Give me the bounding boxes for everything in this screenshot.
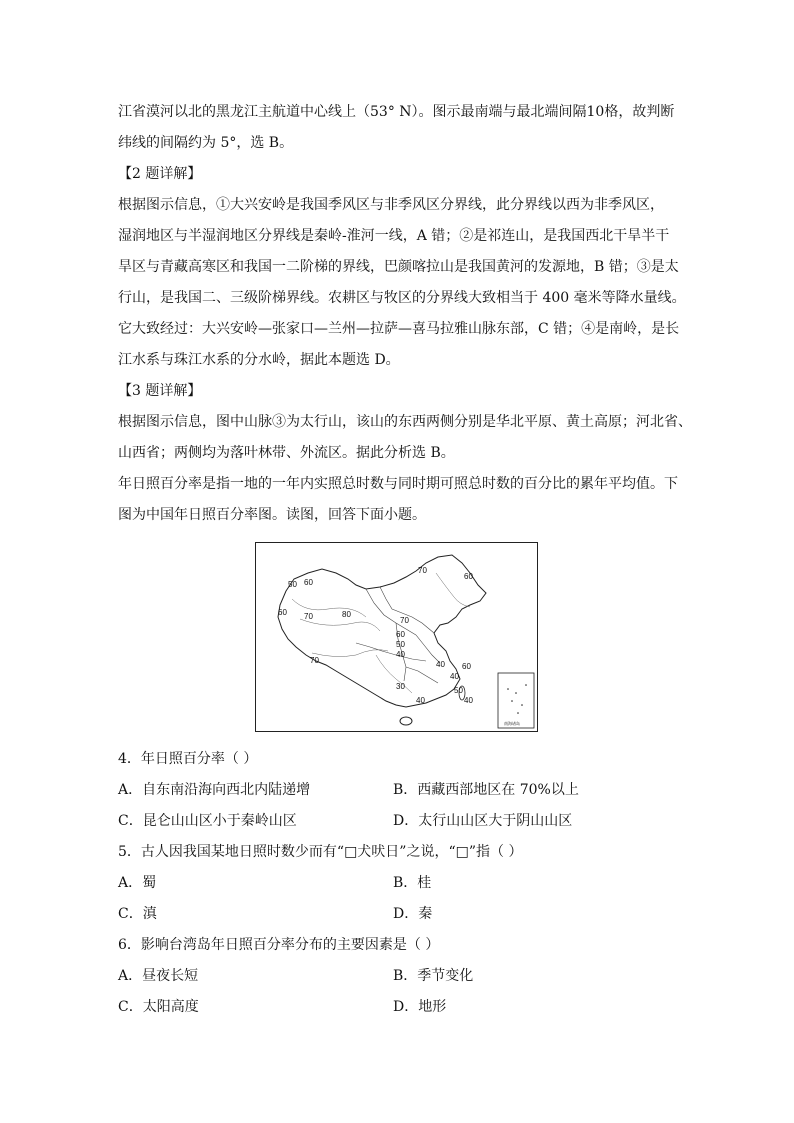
inset-island [517, 712, 519, 714]
contour-label: 40 [450, 672, 459, 681]
text-line: 根据图示信息，①大兴安岭是我国季风区与非季风区分界线，此分界线以西为非季风区， [118, 197, 664, 213]
question-4-option-a[interactable]: A．自东南沿海向西北内陆递增 [118, 782, 311, 798]
text-line: 它大致经过：大兴安岭—张家口—兰州—拉萨—喜马拉雅山脉东部，C 错；④是南岭，是长 [118, 321, 680, 337]
hainan-island [400, 717, 412, 725]
contour-label: 60 [464, 572, 473, 581]
question-6-stem: 6．影响台湾岛年日照百分率分布的主要因素是（ ） [118, 937, 440, 953]
contour-line [376, 655, 412, 693]
question-4-option-b[interactable]: B．西藏西部地区在 70%以上 [393, 782, 579, 798]
inner-boundary [380, 587, 434, 633]
question-6-option-b[interactable]: B．季节变化 [393, 968, 474, 984]
text-line: 图为中国年日照百分率图。读图，回答下面小题。 [118, 507, 426, 523]
contour-label: 30 [396, 682, 405, 691]
text-line: 湿润地区与半湿润地区分界线是秦岭-淮河一线，A 错；②是祁连山，是我国西北干旱半干 [118, 228, 670, 244]
text-line: 江省漠河以北的黑龙江主航道中心线上（53° N）。图示最南端与最北端间隔10格，故判断 [118, 104, 675, 120]
contour-label: 70 [418, 566, 427, 575]
contour-label: 60 [462, 662, 471, 671]
inner-boundary [356, 640, 426, 661]
text-line: 根据图示信息，图中山脉③为太行山，该山的东西两侧分别是华北平原、黄土高原；河北省、 [118, 414, 692, 430]
text-line: 年日照百分率是指一地的一年内实照总时数与同时期可照总时数的百分比的累年平均值。下 [118, 476, 678, 492]
contour-label: 50 [288, 580, 297, 589]
contour-label: 70 [304, 612, 313, 621]
question-5-option-d[interactable]: D．秦 [393, 906, 433, 922]
text-line: 行山，是我国二、三级阶梯界线。农耕区与牧区的分界线大致相当于 400 毫米等降水量线。 [118, 290, 686, 306]
question-4-stem: 4．年日照百分率（ ） [118, 751, 258, 767]
question-6-option-a[interactable]: A．昼夜长短 [118, 968, 199, 984]
inner-boundary [406, 667, 438, 683]
inset-label: 南海诸岛 [504, 721, 520, 726]
china-sunshine-map [255, 542, 538, 732]
inset-island [521, 704, 523, 706]
inset-frame [498, 673, 534, 728]
inset-island [515, 692, 517, 694]
contour-label: 70 [310, 656, 319, 665]
contour-label: 40 [396, 650, 405, 659]
contour-label: 60 [304, 578, 313, 587]
inset-island [507, 688, 509, 690]
question-4-option-d[interactable]: D．太行山山区大于阴山山区 [393, 813, 573, 829]
contour-label: 60 [396, 630, 405, 639]
question-6-option-c[interactable]: C．太阳高度 [118, 999, 199, 1015]
inset-island [511, 700, 513, 702]
question-5-option-b[interactable]: B．桂 [393, 875, 432, 891]
text-line: 纬线的间隔约为 5°，选 B。 [118, 135, 294, 151]
inner-boundary [366, 589, 416, 635]
question-6-option-d[interactable]: D．地形 [393, 999, 447, 1015]
contour-label: 40 [416, 696, 425, 705]
answer-explanation-1 [118, 97, 688, 159]
section-2-heading: 【2 题详解】 [118, 166, 202, 182]
question-4-option-c[interactable]: C．昆仑山山区小于秦岭山区 [118, 813, 297, 829]
text-line: 江水系与珠江水系的分水岭，据此本题选 D。 [118, 352, 400, 368]
contour-label: 40 [464, 696, 473, 705]
section-3-heading: 【3 题详解】 [118, 383, 202, 399]
section-2-explanation [118, 159, 688, 376]
section-3-explanation [118, 376, 692, 469]
contour-label: 50 [454, 686, 463, 695]
contour-label: 60 [278, 608, 287, 617]
question-5-stem: 5．古人因我国某地日照时数少而有“□犬吠日”之说，“□”指（ ） [118, 844, 523, 860]
contour-label: 80 [342, 610, 351, 619]
text-line: 山西省；两侧均为落叶林带、外流区。据此分析选 B。 [118, 445, 455, 461]
contour-label: 40 [436, 660, 445, 669]
inset-island [525, 684, 527, 686]
contour-label: 70 [400, 616, 409, 625]
question-5-option-a[interactable]: A．蜀 [118, 875, 157, 891]
question-intro [118, 469, 688, 531]
question-5-option-c[interactable]: C．滇 [118, 906, 157, 922]
contour-label: 50 [396, 640, 405, 649]
text-line: 旱区与青藏高寒区和我国一二阶梯的界线，巴颜喀拉山是我国黄河的发源地，B 错；③是太 [118, 259, 679, 275]
